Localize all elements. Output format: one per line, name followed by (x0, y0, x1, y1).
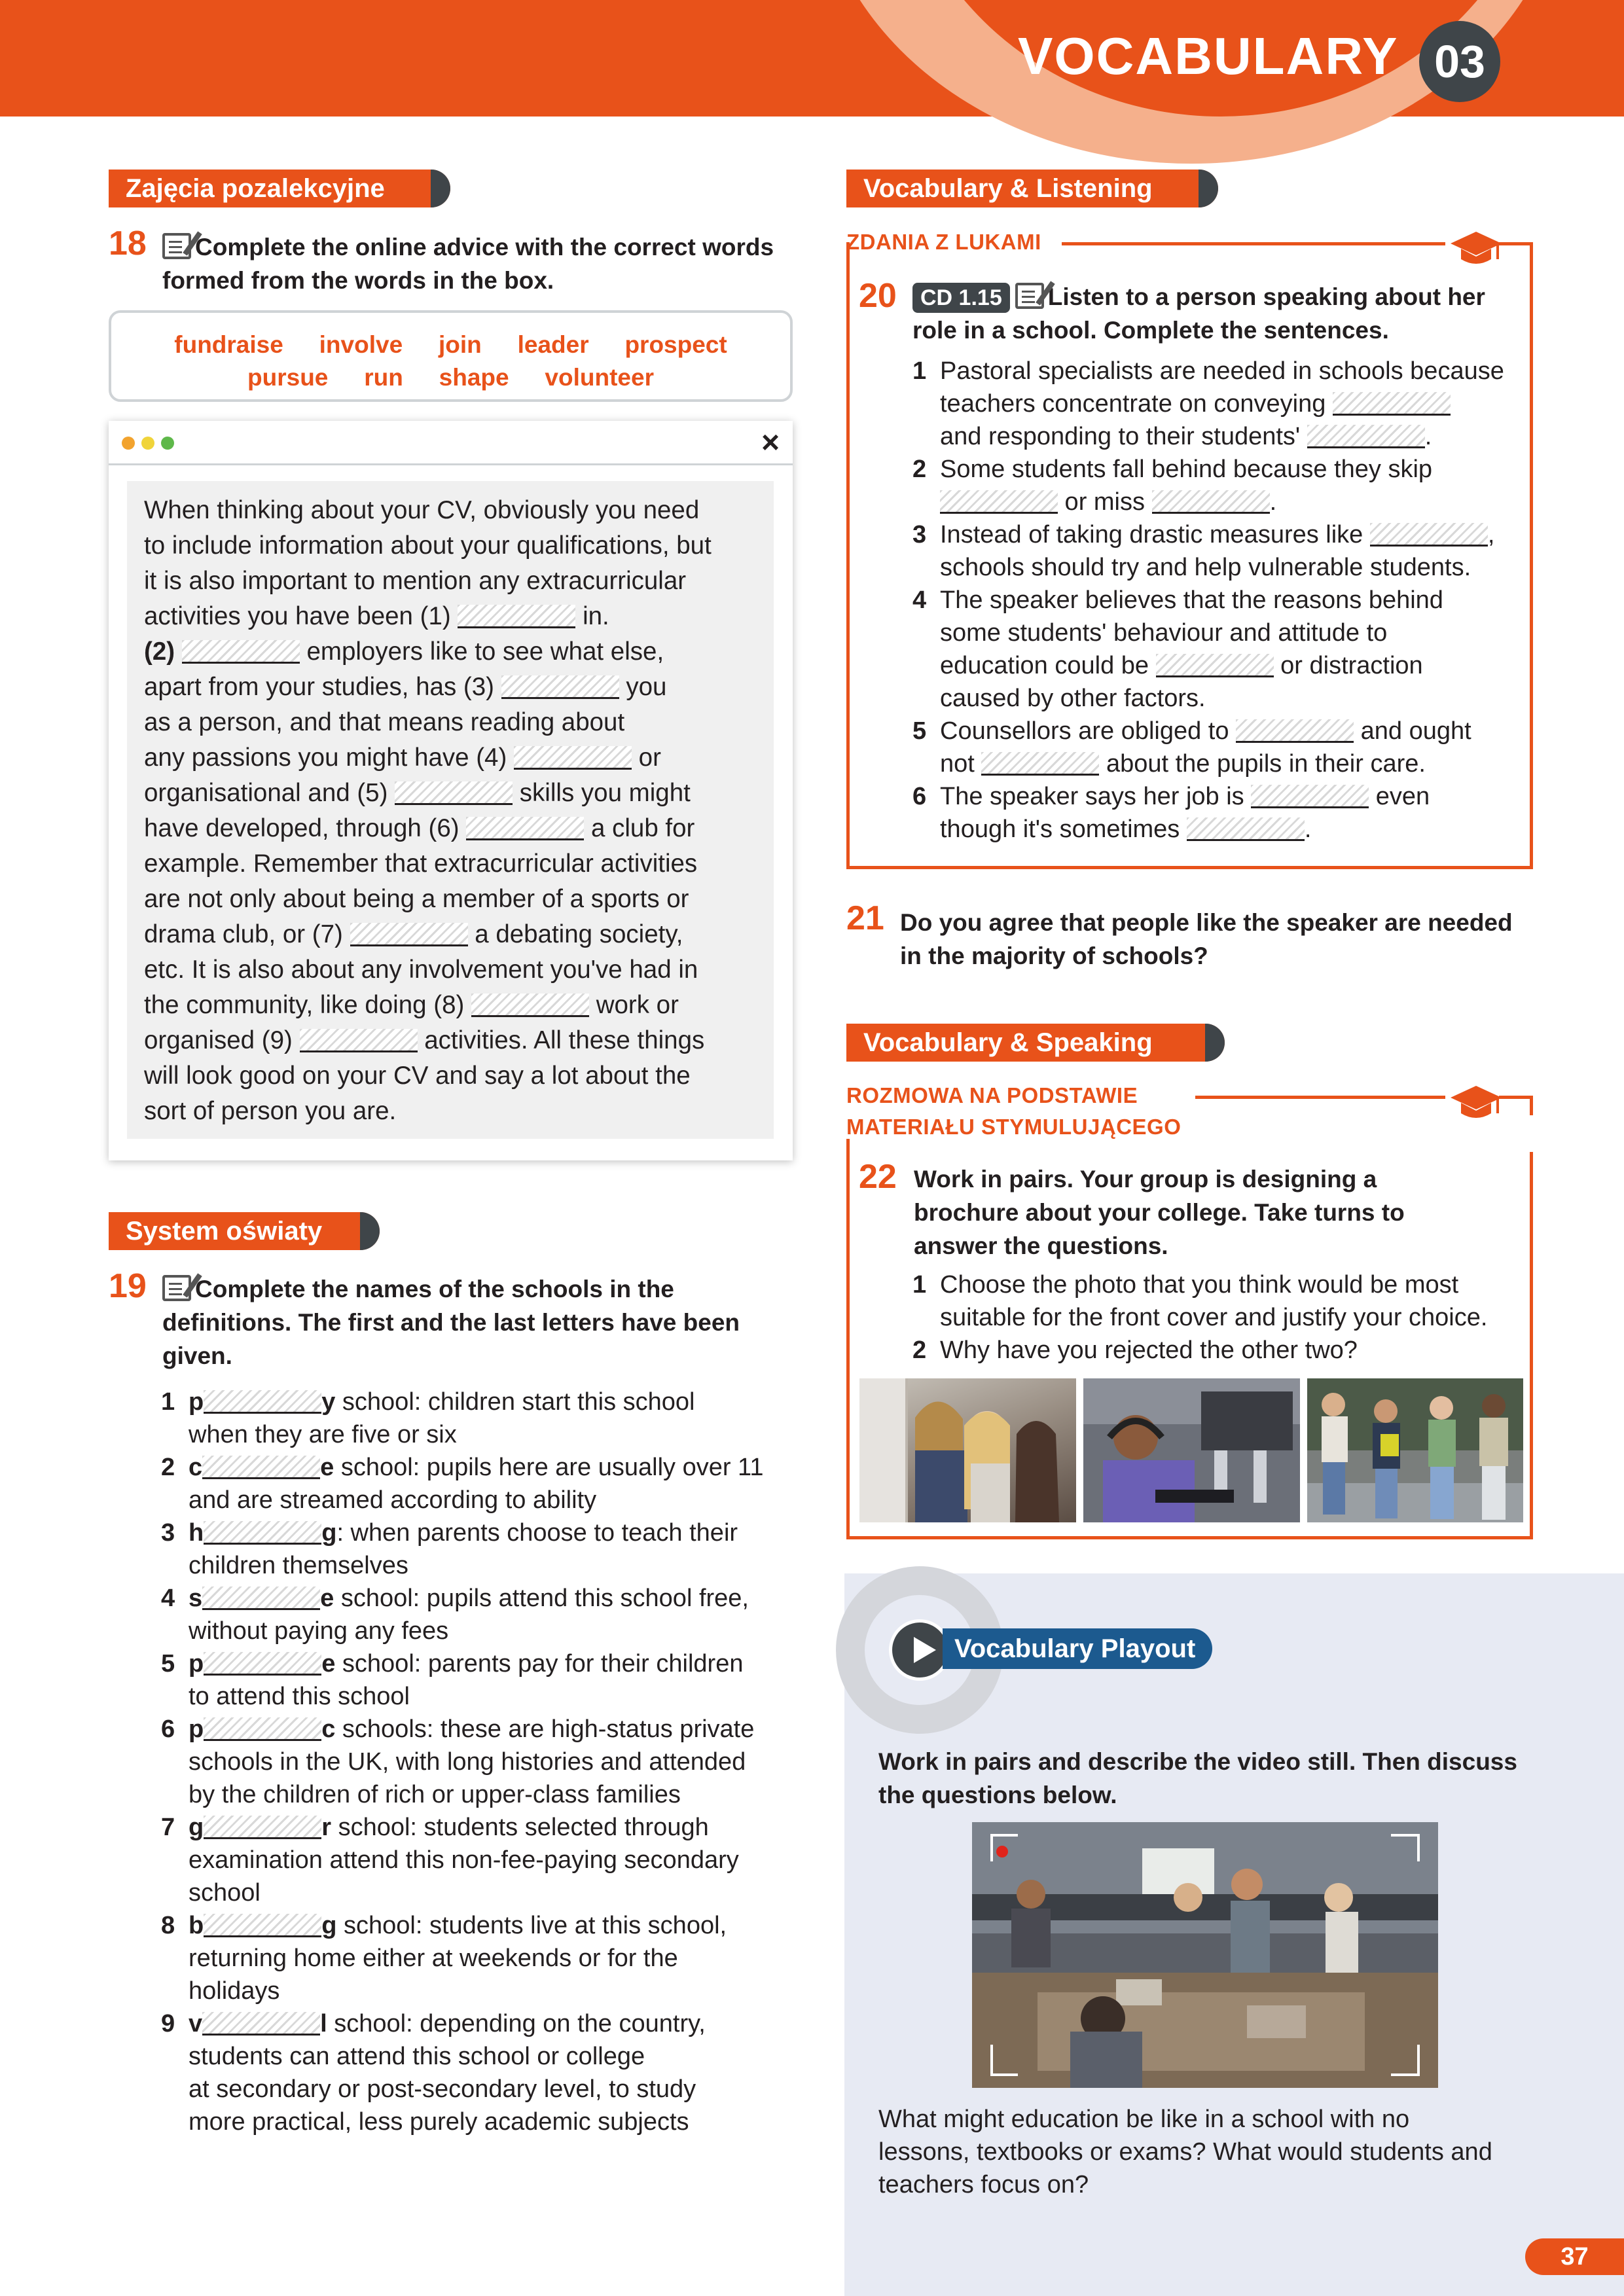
list-item: 1 Pastoral specialists are needed in schools because teachers concentrate on conveying and responding to their students' . (912, 357, 1504, 450)
exam-task-label: ZDANIA Z LUKAMI (846, 230, 1041, 254)
list-item: 3 h g: when parents choose to teach their children themselves (161, 1519, 738, 1579)
exam-divider (846, 1139, 850, 1158)
answer-gap[interactable] (1187, 817, 1305, 841)
answer-gap[interactable] (1152, 490, 1270, 514)
exam-divider (1499, 1096, 1533, 1099)
answer-gap[interactable] (514, 746, 632, 770)
exercise-number: 18 (109, 224, 147, 262)
answer-gap[interactable] (940, 490, 1058, 514)
photo-student-computer-lab-illustration (1083, 1378, 1300, 1522)
section-tag-education-system: System oświaty (109, 1212, 380, 1250)
section-tag-vocab-listening: Vocabulary & Listening (846, 170, 1218, 207)
write-icon (162, 233, 191, 259)
answer-gap[interactable] (1156, 654, 1274, 677)
answer-gap[interactable] (204, 1521, 321, 1545)
photo-students-lockers-illustration (859, 1378, 1076, 1522)
section-tag-vocab-speaking: Vocabulary & Speaking (846, 1024, 1225, 1062)
photo-students-walking-illustration (1307, 1378, 1523, 1522)
answer-gap[interactable] (202, 2012, 320, 2036)
window-dot-icon (122, 437, 135, 450)
playout-question: What might education be like in a school with no lessons, textbooks or exams? What would students and teachers focus on? (878, 2106, 1492, 2198)
photo-student-computer-lab[interactable] (1083, 1378, 1300, 1522)
answer-gap[interactable] (204, 1717, 321, 1741)
photo-students-walking[interactable] (1307, 1378, 1523, 1522)
list-item: 2 c e school: pupils here are usually over 11 and are streamed according to ability (161, 1454, 764, 1514)
window-dot-icon (161, 437, 174, 450)
page-title: VOCABULARY (1018, 27, 1399, 85)
list-item: 9 v l school: depending on the country, students can attend this school or college at secondary or post-secondary level, to study more practical, less purely academic subjects (161, 2010, 706, 2136)
exam-task-label: ROZMOWA NA PODSTAWIE MATERIAŁU STYMULUJĄCEGO (846, 1083, 1182, 1139)
answer-gap[interactable] (1307, 425, 1425, 448)
answer-gap[interactable] (466, 817, 584, 840)
answer-gap[interactable] (204, 1390, 321, 1414)
playout-instruction: Work in pairs and describe the video still. Then discuss the questions below. (878, 1748, 1517, 1808)
answer-gap[interactable] (300, 1029, 418, 1052)
exam-divider (1195, 1096, 1445, 1099)
answer-gap[interactable] (202, 1456, 320, 1479)
list-item: 7 g r school: students selected through examination attend this non-fee-paying secondary school (161, 1814, 739, 1907)
answer-gap[interactable] (471, 994, 589, 1017)
exercise-instruction: Complete the names of the schools in the definitions. The first and the last letters have been given. (162, 1276, 740, 1369)
answer-gap[interactable] (182, 640, 300, 664)
advice-text: When thinking about your CV, obviously you need to include information about your qualifications, but it is also important to mention any extracurricular activities you have been (1) in. (2) employers like to see what else, apart from your studies, has (3) you as a person, and that means reading about any passions you might have (4) or organisational and (5) skills you might have developed, through (6) a club for example. Remember that extracurricular activities are not only about being a member of a sports or drama club, or (7) a debating society, etc. It is also about any involvement you've had in the community, like doing (8) work or organised (9) activities. All these things will look good on your CV and say a lot about the sort of person you are. (127, 481, 774, 1139)
write-icon (1015, 283, 1044, 309)
word-box-line: pursue run shape volunteer (247, 364, 654, 391)
list-item: 3 Instead of taking drastic measures like , schools should try and help vulnerable students. (912, 521, 1495, 581)
answer-gap[interactable] (202, 1587, 320, 1610)
exercise-number: 22 (859, 1158, 897, 1196)
listening-sentences-list (912, 355, 1528, 846)
list-item: 6 The speaker says her job is even though it's sometimes . (912, 783, 1430, 843)
exercise-number: 19 (109, 1267, 147, 1305)
exam-divider (1530, 1096, 1533, 1115)
exercise-instruction: Do you agree that people like the speaker are needed in the majority of schools? (900, 909, 1513, 969)
answer-gap[interactable] (1333, 392, 1451, 416)
answer-gap[interactable] (458, 605, 575, 628)
answer-gap[interactable] (1370, 523, 1488, 547)
close-icon[interactable]: × (761, 425, 780, 460)
list-item: 5 Counsellors are obliged to and ought not about the pupils in their care. (912, 717, 1471, 778)
school-definitions-list (161, 1386, 789, 2138)
answer-gap[interactable] (204, 1652, 321, 1676)
exercise-number: 21 (846, 899, 884, 937)
photo-students-lockers[interactable] (859, 1378, 1076, 1522)
list-item: 4 The speaker believes that the reasons behind some students' behaviour and attitude to education could be or distraction caused by other factors. (912, 586, 1443, 712)
section-tag-extracurricular: Zajęcia pozalekcyjne (109, 170, 450, 207)
list-item: 1 p y school: children start this school when they are five or six (161, 1388, 695, 1448)
list-item: 2 Why have you rejected the other two? (912, 1336, 1358, 1364)
list-item: 2 Some students fall behind because they skip or miss . (912, 456, 1433, 516)
word-box (109, 310, 793, 402)
list-item: 5 p e school: parents pay for their children to attend this school (161, 1650, 744, 1710)
video-still-illustration (972, 1822, 1438, 2088)
play-icon[interactable] (889, 1619, 950, 1681)
answer-gap[interactable] (981, 752, 1099, 776)
list-item: 1 Choose the photo that you think would be most suitable for the front cover and justify your choice. (912, 1271, 1488, 1331)
exercise-instruction: Work in pairs. Your group is designing a brochure about your college. Take turns to answer the questions. (914, 1166, 1405, 1259)
browser-title-bar (109, 421, 793, 465)
cd-track-badge[interactable]: CD 1.15 (912, 283, 1010, 313)
exercise-instruction: CD 1.15 Listen to a person speaking about her role in a school. Complete the sentences. (912, 283, 1485, 344)
answer-gap[interactable] (395, 781, 513, 805)
answer-gap[interactable] (204, 1914, 321, 1937)
list-item: 4 s e school: pupils attend this school free, without paying any fees (161, 1585, 749, 1645)
answer-gap[interactable] (501, 675, 619, 699)
word-box-line: fundraise involve join leader prospect (174, 331, 727, 358)
page-number: 37 (1525, 2238, 1624, 2275)
playout-label[interactable]: Vocabulary Playout (943, 1628, 1212, 1669)
answer-gap[interactable] (350, 923, 468, 946)
exercise-number: 20 (859, 277, 897, 315)
video-still[interactable] (972, 1822, 1438, 2088)
speaking-questions-list (912, 1268, 1531, 1367)
answer-gap[interactable] (1251, 785, 1369, 808)
answer-gap[interactable] (204, 1816, 321, 1839)
write-icon (162, 1275, 191, 1301)
list-item: 6 p c schools: these are high-status private schools in the UK, with long histories and attended by the children of rich or upper-class families (161, 1715, 755, 1808)
unit-badge: 03 (1419, 21, 1500, 102)
window-dot-icon (141, 437, 154, 450)
answer-gap[interactable] (1236, 719, 1354, 743)
list-item: 8 b g school: students live at this school, returning home either at weekends or for the holidays (161, 1912, 727, 2005)
graduation-cap-icon (1449, 1085, 1503, 1124)
exercise-instruction: Complete the online advice with the correct words formed from the words in the box. (162, 234, 774, 294)
browser-window (109, 421, 793, 1160)
